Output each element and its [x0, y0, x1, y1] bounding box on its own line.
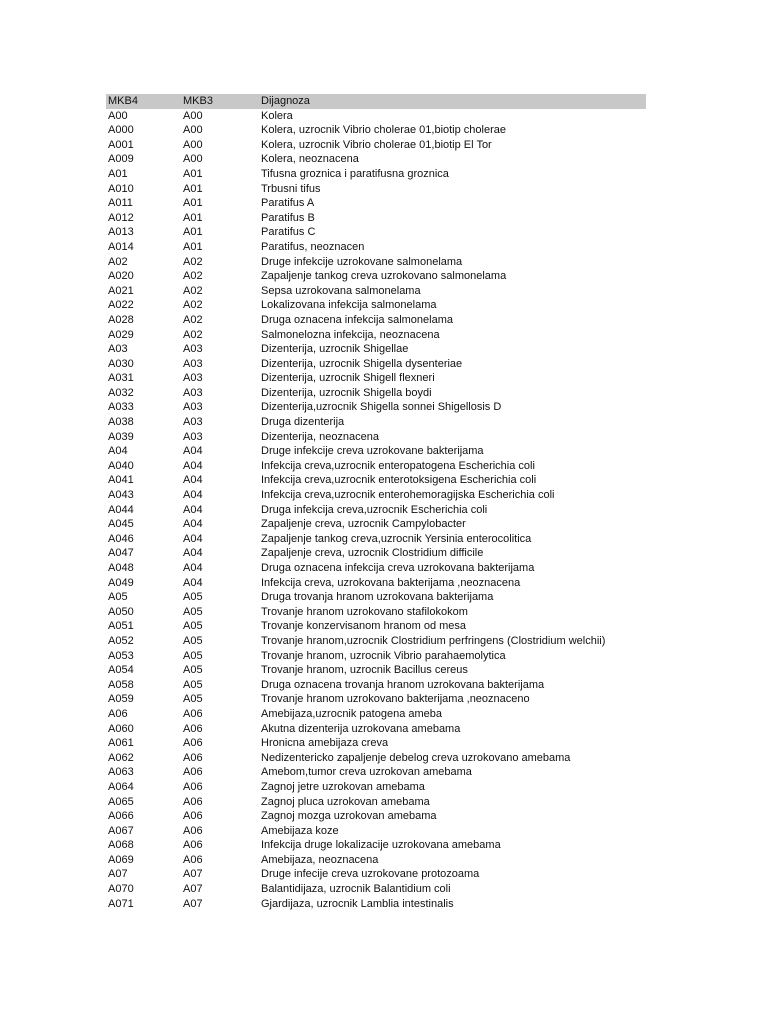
cell-mkb3: A00 — [183, 124, 203, 137]
cell-mkb4: A03 — [108, 343, 128, 356]
cell-dijagnoza: Druga oznacena trovanja hranom uzrokovana bakterijama — [261, 678, 545, 691]
cell-dijagnoza: Zagnoj pluca uzrokovan amebama — [261, 795, 430, 808]
cell-mkb3: A05 — [183, 664, 203, 677]
cell-mkb3: A02 — [183, 284, 203, 297]
cell-mkb3: A06 — [183, 839, 203, 852]
table-row — [106, 736, 646, 751]
header-dijagnoza: Dijagnoza — [261, 95, 310, 107]
table-row — [106, 590, 646, 605]
table-row — [106, 605, 646, 620]
table-row — [106, 298, 646, 313]
cell-mkb3: A03 — [183, 386, 203, 399]
cell-mkb4: A012 — [108, 211, 134, 224]
cell-dijagnoza: Druge infekcije creva uzrokovane bakterijama — [261, 445, 484, 458]
cell-dijagnoza: Infekcija druge lokalizacije uzrokovana amebama — [261, 839, 501, 852]
cell-mkb4: A021 — [108, 284, 134, 297]
cell-dijagnoza: Nedizentericko zapaljenje debelog creva uzrokovano amebama — [261, 751, 571, 764]
cell-mkb4: A028 — [108, 313, 134, 326]
cell-mkb4: A043 — [108, 489, 134, 502]
cell-mkb4: A046 — [108, 532, 134, 545]
table-row — [106, 342, 646, 357]
cell-mkb4: A041 — [108, 474, 134, 487]
cell-dijagnoza: Infekcija creva,uzrocnik enterohemoragijska Escherichia coli — [261, 489, 555, 502]
cell-mkb4: A047 — [108, 547, 134, 560]
cell-mkb3: A00 — [183, 109, 203, 122]
cell-dijagnoza: Zagnoj mozga uzrokovan amebama — [261, 810, 437, 823]
cell-dijagnoza: Amebijaza koze — [261, 824, 339, 837]
cell-dijagnoza: Druga trovanja hranom uzrokovana bakterijama — [261, 591, 494, 604]
cell-mkb3: A05 — [183, 678, 203, 691]
cell-mkb3: A02 — [183, 299, 203, 312]
cell-mkb3: A04 — [183, 576, 203, 589]
table-row — [106, 649, 646, 664]
table-row — [106, 255, 646, 270]
cell-dijagnoza: Dizenterija, uzrocnik Shigella boydi — [261, 386, 432, 399]
table-row — [106, 138, 646, 153]
table-row — [106, 897, 646, 912]
cell-mkb3: A00 — [183, 153, 203, 166]
cell-mkb4: A031 — [108, 372, 134, 385]
cell-dijagnoza: Tifusna groznica i paratifusna groznica — [261, 167, 449, 180]
cell-dijagnoza: Gjardijaza, uzrocnik Lamblia intestinalis — [261, 897, 454, 910]
cell-dijagnoza: Druga infekcija creva,uzrocnik Escherichia coli — [261, 503, 488, 516]
cell-mkb3: A01 — [183, 240, 203, 253]
table-row — [106, 123, 646, 138]
table-row — [106, 109, 646, 124]
cell-mkb3: A02 — [183, 270, 203, 283]
cell-dijagnoza: Druga oznacena infekcija creva uzrokovana bakterijama — [261, 562, 535, 574]
table-row — [106, 182, 646, 197]
cell-mkb3: A05 — [183, 620, 203, 633]
cell-mkb3: A04 — [183, 459, 203, 472]
table-row — [106, 240, 646, 255]
cell-dijagnoza: Infekcija creva,uzrocnik enterotoksigena Escherichia coli — [261, 474, 537, 487]
cell-mkb3: A02 — [183, 255, 203, 268]
cell-dijagnoza: Kolera, uzrocnik Vibrio cholerae 01,biotip cholerae — [261, 124, 506, 137]
table-row — [106, 386, 646, 401]
table-row — [106, 765, 646, 780]
table-row — [106, 430, 646, 445]
cell-dijagnoza: Dizenterija, uzrocnik Shigellae — [261, 343, 409, 356]
cell-dijagnoza: Trovanje hranom, uzrocnik Vibrio parahaemolytica — [261, 649, 506, 662]
cell-mkb4: A030 — [108, 357, 134, 370]
cell-mkb3: A03 — [183, 357, 203, 370]
cell-mkb3: A07 — [183, 883, 203, 896]
cell-mkb4: A010 — [108, 182, 134, 195]
cell-mkb4: A065 — [108, 795, 134, 808]
cell-mkb4: A052 — [108, 634, 134, 647]
cell-dijagnoza: Amebom,tumor creva uzrokovan amebama — [261, 766, 472, 779]
cell-mkb3: A07 — [183, 897, 203, 910]
cell-dijagnoza: Sepsa uzrokovana salmonelama — [261, 284, 421, 297]
table-row — [106, 707, 646, 722]
cell-mkb3: A07 — [183, 868, 203, 881]
cell-mkb3: A01 — [183, 167, 203, 180]
cell-dijagnoza: Salmonelozna infekcija, neoznacena — [261, 328, 440, 341]
cell-mkb4: A062 — [108, 751, 134, 764]
table-row — [106, 269, 646, 284]
cell-mkb4: A009 — [108, 153, 134, 166]
cell-dijagnoza: Lokalizovana infekcija salmonelama — [261, 299, 437, 312]
cell-mkb4: A053 — [108, 649, 134, 662]
cell-dijagnoza: Dizenterija, uzrocnik Shigell flexneri — [261, 372, 435, 385]
cell-mkb3: A04 — [183, 562, 203, 574]
cell-mkb4: A051 — [108, 620, 134, 633]
cell-mkb4: A048 — [108, 562, 134, 574]
cell-mkb4: A067 — [108, 824, 134, 837]
table-row — [106, 503, 646, 518]
cell-dijagnoza: Paratifus A — [261, 197, 315, 210]
cell-mkb3: A01 — [183, 211, 203, 224]
table-row — [106, 809, 646, 824]
cell-mkb4: A02 — [108, 255, 128, 268]
table-row — [106, 795, 646, 810]
cell-mkb3: A06 — [183, 853, 203, 866]
cell-mkb4: A040 — [108, 459, 134, 472]
cell-mkb3: A04 — [183, 489, 203, 502]
table-row — [106, 546, 646, 561]
cell-mkb4: A070 — [108, 883, 134, 896]
cell-mkb4: A011 — [108, 197, 133, 210]
cell-dijagnoza: Zapaljenje creva, uzrocnik Clostridium difficile — [261, 547, 484, 560]
table-row — [106, 882, 646, 897]
cell-mkb4: A050 — [108, 605, 134, 618]
cell-dijagnoza: Dizenterija, uzrocnik Shigella dysenteriae — [261, 357, 463, 370]
cell-mkb4: A06 — [108, 707, 128, 720]
cell-mkb3: A01 — [183, 197, 203, 210]
table-row — [106, 634, 646, 649]
cell-mkb3: A04 — [183, 547, 203, 560]
table-row — [106, 561, 646, 576]
cell-dijagnoza: Zapaljenje tankog creva,uzrocnik Yersinia enterocolitica — [261, 532, 532, 545]
cell-mkb4: A054 — [108, 664, 134, 677]
table-row — [106, 517, 646, 532]
cell-mkb4: A071 — [108, 897, 134, 910]
header-mkb4: MKB4 — [108, 95, 138, 107]
cell-mkb4: A032 — [108, 386, 134, 399]
table-row — [106, 444, 646, 459]
cell-mkb4: A059 — [108, 693, 134, 706]
cell-dijagnoza: Dizenterija,uzrocnik Shigella sonnei Shigellosis D — [261, 401, 502, 414]
cell-mkb4: A058 — [108, 678, 134, 691]
cell-mkb3: A03 — [183, 430, 203, 443]
cell-dijagnoza: Paratifus, neoznacen — [261, 240, 365, 253]
cell-mkb3: A00 — [183, 138, 203, 151]
table-row — [106, 678, 646, 693]
table-row — [106, 211, 646, 226]
table-row — [106, 576, 646, 591]
cell-mkb3: A05 — [183, 634, 203, 647]
table-row — [106, 167, 646, 182]
table-row — [106, 152, 646, 167]
cell-dijagnoza: Trovanje hranom,uzrocnik Clostridium perfringens (Clostridium welchii) — [261, 634, 606, 647]
cell-dijagnoza: Paratifus B — [261, 211, 315, 224]
cell-dijagnoza: Amebijaza,uzrocnik patogena ameba — [261, 707, 443, 720]
cell-dijagnoza: Trovanje hranom, uzrocnik Bacillus cereus — [261, 664, 468, 677]
cell-mkb3: A04 — [183, 445, 203, 458]
cell-dijagnoza: Amebijaza, neoznacena — [261, 853, 379, 866]
table-row — [106, 313, 646, 328]
table-row — [106, 824, 646, 839]
cell-dijagnoza: Kolera — [261, 109, 293, 122]
cell-mkb3: A05 — [183, 649, 203, 662]
cell-mkb4: A04 — [108, 445, 128, 458]
cell-mkb3: A06 — [183, 707, 203, 720]
cell-mkb4: A044 — [108, 503, 134, 516]
table-header-row — [106, 94, 646, 109]
cell-mkb3: A06 — [183, 722, 203, 735]
cell-mkb4: A05 — [108, 591, 128, 604]
cell-mkb3: A04 — [183, 503, 203, 516]
cell-mkb3: A04 — [183, 532, 203, 545]
table-row — [106, 488, 646, 503]
cell-dijagnoza: Druga oznacena infekcija salmonelama — [261, 313, 453, 326]
cell-mkb3: A02 — [183, 313, 203, 326]
cell-mkb3: A03 — [183, 401, 203, 414]
table-row — [106, 692, 646, 707]
cell-mkb4: A049 — [108, 576, 134, 589]
cell-dijagnoza: Balantidijaza, uzrocnik Balantidium coli — [261, 883, 451, 896]
cell-mkb3: A05 — [183, 605, 203, 618]
table-row — [106, 284, 646, 299]
table-row — [106, 663, 646, 678]
table-row — [106, 722, 646, 737]
cell-dijagnoza: Hronicna amebijaza creva — [261, 737, 389, 750]
cell-dijagnoza: Trovanje hranom uzrokovano bakterijama ,neoznaceno — [261, 693, 530, 706]
cell-mkb3: A06 — [183, 737, 203, 750]
cell-mkb4: A01 — [108, 167, 128, 180]
cell-mkb3: A06 — [183, 824, 203, 837]
table-row — [106, 196, 646, 211]
cell-mkb3: A06 — [183, 766, 203, 779]
table-row — [106, 459, 646, 474]
table-row — [106, 328, 646, 343]
table-row — [106, 371, 646, 386]
cell-mkb4: A060 — [108, 722, 134, 735]
table-row — [106, 415, 646, 430]
cell-mkb4: A020 — [108, 270, 134, 283]
table-row — [106, 225, 646, 240]
cell-mkb3: A05 — [183, 591, 203, 604]
cell-mkb4: A063 — [108, 766, 134, 779]
cell-dijagnoza: Trovanje hranom uzrokovano stafilokokom — [261, 605, 468, 618]
cell-dijagnoza: Infekcija creva, uzrokovana bakterijama ,neoznacena — [261, 576, 521, 589]
table-row — [106, 357, 646, 372]
cell-dijagnoza: Kolera, neoznacena — [261, 153, 359, 166]
table-row — [106, 751, 646, 766]
cell-mkb3: A02 — [183, 328, 203, 341]
table-row — [106, 838, 646, 853]
table-row — [106, 853, 646, 868]
table-body — [106, 109, 646, 912]
cell-mkb4: A013 — [108, 226, 134, 239]
table-row — [106, 473, 646, 488]
cell-mkb4: A038 — [108, 416, 134, 429]
cell-dijagnoza: Paratifus C — [261, 226, 316, 239]
cell-mkb4: A066 — [108, 810, 134, 823]
cell-mkb3: A03 — [183, 343, 203, 356]
cell-mkb4: A039 — [108, 430, 134, 443]
table-row — [106, 532, 646, 547]
cell-mkb3: A01 — [183, 182, 203, 195]
cell-mkb4: A064 — [108, 780, 134, 793]
table-row — [106, 867, 646, 882]
cell-dijagnoza: Dizenterija, neoznacena — [261, 430, 380, 443]
cell-mkb4: A033 — [108, 401, 134, 414]
cell-mkb3: A03 — [183, 416, 203, 429]
cell-dijagnoza: Druge infecije creva uzrokovane protozoama — [261, 868, 480, 881]
cell-dijagnoza: Trbusni tifus — [261, 182, 321, 195]
cell-mkb4: A022 — [108, 299, 134, 312]
cell-dijagnoza: Zapaljenje tankog creva uzrokovano salmonelama — [261, 270, 507, 283]
cell-mkb4: A07 — [108, 868, 128, 881]
cell-mkb4: A061 — [108, 737, 134, 750]
cell-mkb4: A068 — [108, 839, 134, 852]
cell-dijagnoza: Zapaljenje creva, uzrocnik Campylobacter — [261, 518, 466, 531]
diagnosis-table — [106, 94, 646, 911]
cell-mkb3: A04 — [183, 474, 203, 487]
cell-dijagnoza: Druga dizenterija — [261, 416, 345, 429]
cell-mkb4: A000 — [108, 124, 134, 137]
cell-dijagnoza: Akutna dizenterija uzrokovana amebama — [261, 722, 461, 735]
table-row — [106, 619, 646, 634]
cell-dijagnoza: Zagnoj jetre uzrokovan amebama — [261, 780, 425, 793]
cell-mkb3: A06 — [183, 780, 203, 793]
cell-mkb3: A06 — [183, 751, 203, 764]
cell-dijagnoza: Druge infekcije uzrokovane salmonelama — [261, 255, 463, 268]
cell-mkb3: A05 — [183, 693, 203, 706]
cell-mkb3: A06 — [183, 795, 203, 808]
cell-mkb4: A029 — [108, 328, 134, 341]
cell-mkb4: A045 — [108, 518, 134, 531]
cell-dijagnoza: Trovanje konzervisanom hranom od mesa — [261, 620, 467, 633]
header-mkb3: MKB3 — [183, 95, 213, 107]
cell-mkb3: A06 — [183, 810, 203, 823]
cell-mkb3: A03 — [183, 372, 203, 385]
cell-mkb4: A069 — [108, 853, 134, 866]
table-row — [106, 400, 646, 415]
cell-mkb4: A014 — [108, 240, 134, 253]
cell-dijagnoza: Infekcija creva,uzrocnik enteropatogena Escherichia coli — [261, 459, 535, 472]
table-row — [106, 780, 646, 795]
cell-mkb3: A04 — [183, 518, 203, 531]
cell-mkb4: A001 — [108, 138, 134, 151]
cell-mkb3: A01 — [183, 226, 203, 239]
cell-dijagnoza: Kolera, uzrocnik Vibrio cholerae 01,biotip El Tor — [261, 138, 492, 151]
cell-mkb4: A00 — [108, 109, 128, 122]
